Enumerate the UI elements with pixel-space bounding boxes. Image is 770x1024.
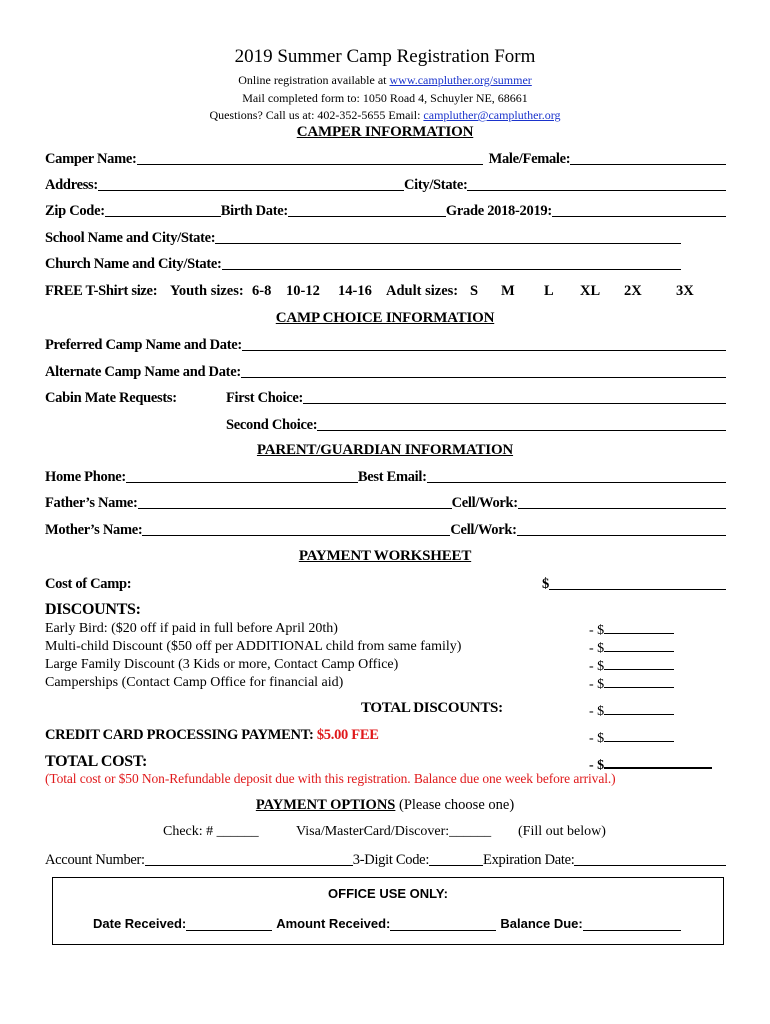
tshirt-row: FREE T-Shirt size: (45, 283, 158, 299)
adult-size-option[interactable]: 3X (676, 283, 694, 299)
date-received-field[interactable] (186, 918, 272, 931)
mother-name-field[interactable] (142, 521, 450, 536)
adult-size-option[interactable]: M (501, 283, 515, 299)
mother-row: Mother’s Name: Cell/Work: (45, 519, 726, 539)
father-row: Father’s Name: Cell/Work: (45, 492, 726, 512)
cabin-mate-label: Cabin Mate Requests: (45, 390, 177, 406)
card-details-row: Account Number: 3-Digit Code: Expiration Date: (45, 849, 726, 869)
home-phone-field[interactable] (126, 468, 358, 483)
card-option[interactable]: Visa/MasterCard/Discover:______ (296, 824, 492, 839)
school-row: School Name and City/State: (45, 227, 681, 247)
mail-address-line: Mail completed form to: 1050 Road 4, Schuyler NE, 68661 (242, 91, 528, 105)
email-link[interactable]: campluther@campluther.org (423, 108, 561, 122)
total-discounts-label: TOTAL DISCOUNTS: (361, 700, 503, 716)
page-title: 2019 Summer Camp Registration Form (234, 46, 536, 67)
first-choice-field[interactable] (303, 389, 726, 404)
adult-size-option[interactable]: 2X (624, 283, 642, 299)
discount-amount-field[interactable] (604, 639, 674, 652)
office-use-title: OFFICE USE ONLY: (328, 886, 448, 901)
home-phone-row: Home Phone: Best Email: (45, 466, 726, 486)
discount-item: Camperships (Contact Camp Office for financial aid) (45, 675, 344, 690)
credit-card-fee-amount: - $ (589, 729, 674, 747)
total-cost-field[interactable] (604, 755, 712, 769)
second-choice-row: Second Choice: (226, 414, 726, 434)
father-name-field[interactable] (138, 494, 452, 509)
male-female-field[interactable] (570, 150, 726, 165)
mother-cell-field[interactable] (517, 521, 726, 536)
questions-line: Questions? Call us at: 402-352-5655 Email: campluther@campluther.org (209, 108, 561, 122)
zip-birth-grade-row: Zip Code: Birth Date: Grade 2018-2019: (45, 200, 726, 220)
zip-code-field[interactable] (105, 202, 221, 217)
cost-of-camp-field[interactable] (549, 575, 726, 590)
discount-amount-field[interactable] (604, 675, 674, 688)
payment-options-heading: PAYMENT OPTIONS (Please choose one) (255, 797, 515, 813)
discount-amount: - $ (589, 639, 674, 657)
credit-card-fee: $5.00 FEE (316, 727, 379, 743)
discount-amount-field[interactable] (604, 657, 674, 670)
parent-guardian-heading: PARENT/GUARDIAN INFORMATION (256, 442, 514, 458)
camper-name-row: Camper Name: Male/Female: (45, 148, 726, 168)
adult-sizes-label: Adult sizes: (386, 283, 459, 299)
expiration-date-field[interactable] (574, 851, 726, 866)
youth-size-option[interactable]: 10-12 (286, 283, 320, 299)
second-choice-field[interactable] (317, 416, 726, 431)
cost-of-camp-label: Cost of Camp: (45, 576, 132, 592)
grade-field[interactable] (552, 202, 726, 217)
office-use-row: Date Received: Amount Received: Balance Due: (93, 916, 685, 931)
address-field[interactable] (98, 176, 404, 191)
credit-card-fee-line: CREDIT CARD PROCESSING PAYMENT: $5.00 FEE (45, 727, 379, 743)
discount-amount-field[interactable] (604, 621, 674, 634)
adult-size-option[interactable]: L (544, 283, 554, 299)
online-registration-line: Online registration available at www.campluther.org/summer (238, 73, 532, 87)
check-option[interactable]: Check: # ______ (163, 824, 259, 839)
total-cost-amount: - $ (589, 755, 712, 774)
youth-size-option[interactable]: 6-8 (252, 283, 272, 299)
best-email-field[interactable] (427, 468, 726, 483)
alternate-camp-row: Alternate Camp Name and Date: (45, 361, 726, 381)
school-field[interactable] (215, 229, 681, 244)
camper-name-field[interactable] (137, 150, 483, 165)
discount-item: Large Family Discount (3 Kids or more, Contact Camp Office) (45, 657, 399, 672)
camp-choice-heading: CAMP CHOICE INFORMATION (275, 310, 495, 326)
first-choice-row: First Choice: (226, 387, 726, 407)
registration-link[interactable]: www.campluther.org/summer (389, 73, 532, 87)
total-discounts-amount: - $ (589, 702, 674, 720)
discount-amount: - $ (589, 621, 674, 639)
discounts-heading: DISCOUNTS: (45, 601, 141, 618)
total-cost-note: (Total cost or $50 Non-Refundable deposit due with this registration. Balance due one week before arrival.) (45, 771, 616, 786)
adult-size-option[interactable]: XL (580, 283, 601, 299)
youth-size-option[interactable]: 14-16 (338, 283, 372, 299)
credit-card-fee-field[interactable] (604, 729, 674, 742)
account-number-field[interactable] (145, 851, 353, 866)
alternate-camp-field[interactable] (241, 363, 726, 378)
discount-amount: - $ (589, 675, 674, 693)
church-field[interactable] (222, 255, 681, 270)
cost-of-camp-row: $ (542, 573, 726, 593)
city-state-field[interactable] (467, 176, 726, 191)
total-discounts-field[interactable] (604, 702, 674, 715)
preferred-camp-field[interactable] (242, 336, 726, 351)
total-cost-label: TOTAL COST: (45, 753, 148, 770)
father-cell-field[interactable] (518, 494, 726, 509)
office-use-box (52, 877, 724, 945)
discount-amount: - $ (589, 657, 674, 675)
discount-item: Early Bird: ($20 off if paid in full before April 20th) (45, 621, 338, 636)
three-digit-code-field[interactable] (429, 851, 483, 866)
preferred-camp-row: Preferred Camp Name and Date: (45, 334, 726, 354)
address-row: Address: City/State: (45, 174, 726, 194)
adult-size-option[interactable]: S (470, 283, 479, 299)
payment-worksheet-heading: PAYMENT WORKSHEET (298, 548, 472, 564)
camper-information-heading: CAMPER INFORMATION (296, 124, 474, 140)
birth-date-field[interactable] (288, 202, 446, 217)
amount-received-field[interactable] (390, 918, 496, 931)
balance-due-field[interactable] (583, 918, 681, 931)
fill-out-note: (Fill out below) (518, 824, 606, 839)
discount-item: Multi-child Discount ($50 off per ADDITIONAL child from same family) (45, 639, 462, 654)
youth-sizes-label: Youth sizes: (170, 283, 244, 299)
church-row: Church Name and City/State: (45, 253, 681, 273)
